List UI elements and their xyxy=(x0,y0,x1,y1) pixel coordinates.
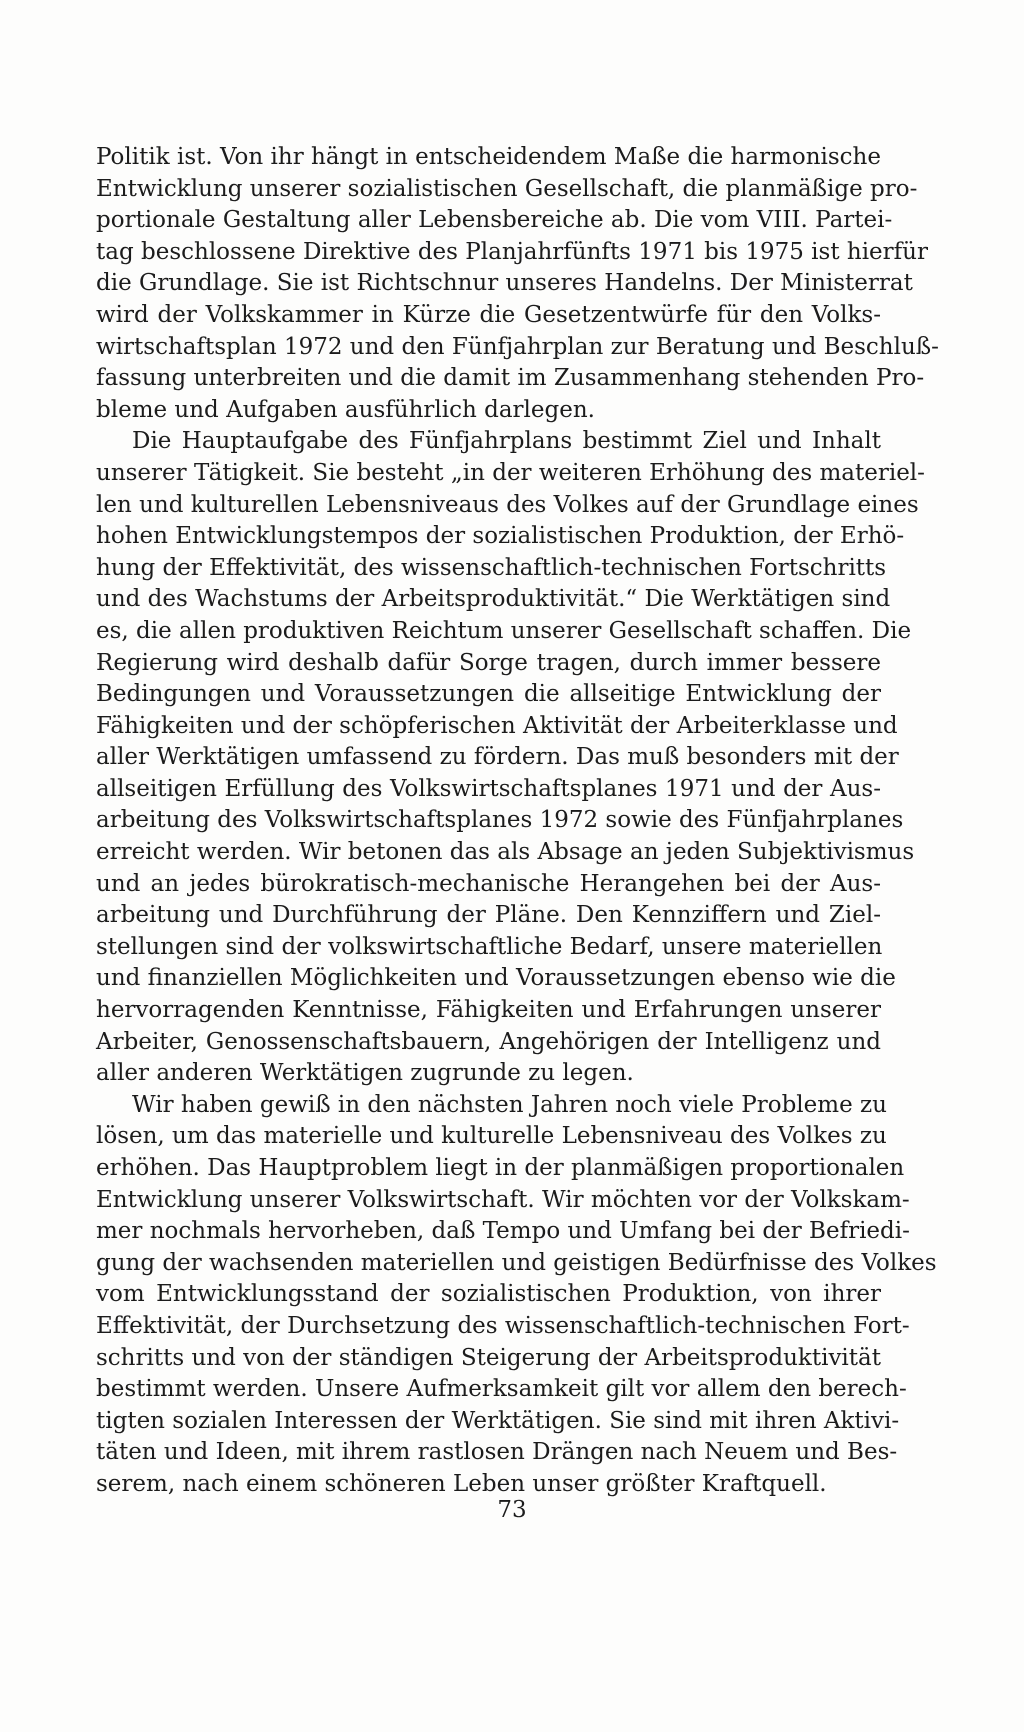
text-line: serem, nach einem schöneren Leben unser größter Kraftquell. xyxy=(96,1470,827,1497)
paragraph-2 xyxy=(96,426,925,1089)
text-line: hohen Entwicklungstempos der sozialistischen Produktion, der Erhö- xyxy=(96,523,905,550)
text-line: allseitigen Erfüllung des Volkswirtschaftsplanes 1971 und der Aus- xyxy=(96,775,881,802)
paragraph-1 xyxy=(96,142,939,426)
text-line: Die Hauptaufgabe des Fünfjahrplans bestimmt Ziel und Inhalt xyxy=(132,428,881,455)
text-line: unserer Tätigkeit. Sie besteht „in der weiteren Erhöhung des materiel- xyxy=(96,459,925,486)
text-line: täten und Ideen, mit ihrem rastlosen Drängen nach Neuem und Bes- xyxy=(96,1439,898,1466)
text-line: und finanziellen Möglichkeiten und Voraussetzungen ebenso wie die xyxy=(96,965,896,992)
text-line: erreicht werden. Wir betonen das als Absage an jeden Subjektivismus xyxy=(96,839,915,866)
text-line: tigten sozialen Interessen der Werktätigen. Sie sind mit ihren Aktivi- xyxy=(96,1407,900,1434)
text-line: Politik ist. Von ihr hängt in entscheidendem Maße die harmonische xyxy=(96,144,881,170)
text-line: bestimmt werden. Unsere Aufmerksamkeit gilt vor allem den berech- xyxy=(96,1376,907,1403)
text-line: hung der Effektivität, des wissenschaftlich-technischen Fortschritts xyxy=(96,554,887,581)
text-line: bleme und Aufgaben ausführlich darlegen. xyxy=(96,396,595,423)
text-line: tag beschlossene Direktive des Planjahrfünfts 1971 bis 1975 ist hierfür xyxy=(96,238,928,265)
text-line: wirtschaftsplan 1972 und den Fünfjahrplan zur Beratung und Beschluß- xyxy=(96,333,939,360)
text-line: die Grundlage. Sie ist Richtschnur unseres Handelns. Der Ministerrat xyxy=(96,270,913,297)
text-line: Wir haben gewiß in den nächsten Jahren noch viele Probleme zu xyxy=(132,1091,887,1118)
text-line: erhöhen. Das Hauptproblem liegt in der planmäßigen proportionalen xyxy=(96,1155,905,1181)
text-line: hervorragenden Kenntnisse, Fähigkeiten und Erfahrungen unserer xyxy=(96,997,881,1024)
text-line: portionale Gestaltung aller Lebensbereiche ab. Die vom VIII. Partei- xyxy=(96,207,893,234)
text-line: und an jedes bürokratisch-mechanische Herangehen bei der Aus- xyxy=(96,870,881,897)
text-line: Fähigkeiten und der schöpferischen Aktivität der Arbeiterklasse und xyxy=(96,712,898,739)
text-line: Entwicklung unserer sozialistischen Gesellschaft, die planmäßige pro- xyxy=(96,175,918,202)
text-line: mer nochmals hervorheben, daß Tempo und Umfang bei der Befriedi- xyxy=(96,1218,910,1245)
text-line: lösen, um das materielle und kulturelle Lebensniveau des Volkes zu xyxy=(96,1123,887,1150)
text-line: Regierung wird deshalb dafür Sorge tragen, durch immer bessere xyxy=(96,649,881,676)
text-line: gung der wachsenden materiellen und geistigen Bedürfnisse des Volkes xyxy=(96,1249,937,1276)
text-line: aller Werktätigen umfassend zu fördern. Das muß besonders mit der xyxy=(96,744,899,771)
text-line: arbeitung des Volkswirtschaftsplanes 1972 sowie des Fünfjahrplanes xyxy=(96,807,904,834)
text-line: fassung unterbreiten und die damit im Zusammenhang stehenden Pro- xyxy=(96,365,925,392)
text-line: Entwicklung unserer Volkswirtschaft. Wir möchten vor der Volkskam- xyxy=(96,1186,910,1213)
text-line: Arbeiter, Genossenschaftsbauern, Angehörigen der Intelligenz und xyxy=(96,1028,881,1055)
text-line: stellungen sind der volkswirtschaftliche Bedarf, unsere materiellen xyxy=(96,933,883,960)
text-line: Effektivität, der Durchsetzung des wissenschaftlich-technischen Fort- xyxy=(96,1312,910,1339)
text-line: wird der Volkskammer in Kürze die Gesetzentwürfe für den Volks- xyxy=(96,301,881,328)
body-text xyxy=(96,142,939,1501)
text-line: vom Entwicklungsstand der sozialistischen Produktion, von ihrer xyxy=(96,1281,881,1308)
text-line: arbeitung und Durchführung der Pläne. Den Kennziffern und Ziel- xyxy=(96,902,881,929)
text-line: und des Wachstums der Arbeitsproduktivität.“ Die Werktätigen sind xyxy=(96,586,891,613)
text-line: aller anderen Werktätigen zugrunde zu legen. xyxy=(96,1060,634,1087)
text-line: es, die allen produktiven Reichtum unserer Gesellschaft schaffen. Die xyxy=(96,617,912,644)
page-number: 73 xyxy=(497,1497,527,1523)
paragraph-3 xyxy=(96,1090,937,1501)
text-line: Bedingungen und Voraussetzungen die allseitige Entwicklung der xyxy=(96,681,881,708)
text-line: schritts und von der ständigen Steigerung der Arbeitsproduktivität xyxy=(96,1344,881,1371)
text-line: len und kulturellen Lebensniveaus des Volkes auf der Grundlage eines xyxy=(96,491,919,518)
